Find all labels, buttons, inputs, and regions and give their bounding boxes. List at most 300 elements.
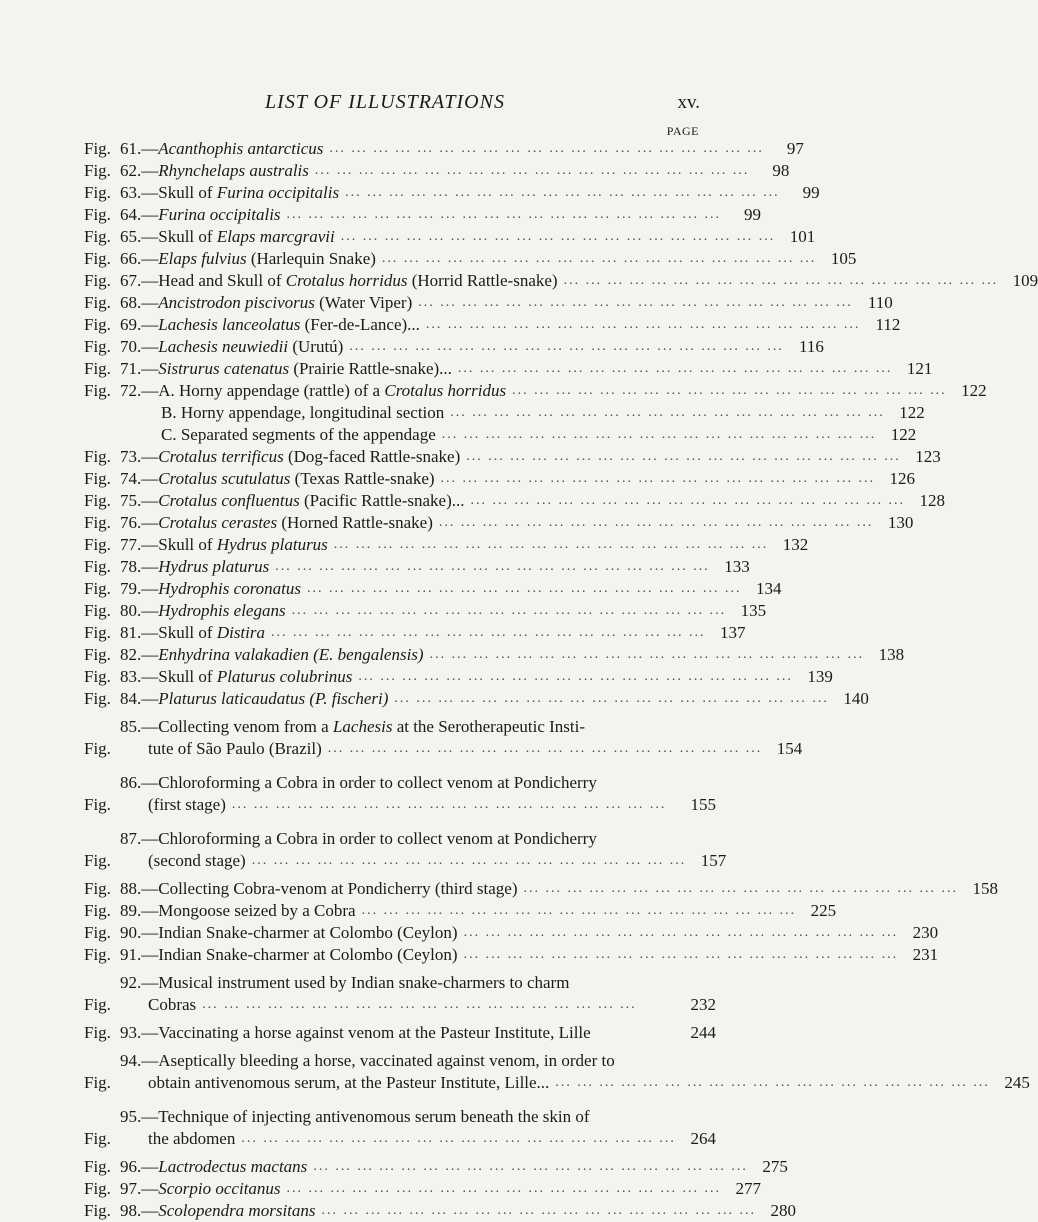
dot-leader [420,314,861,336]
entry-caption [120,666,793,688]
entry-caption [120,468,875,490]
caption-text: — [141,1157,159,1176]
caption-text: (Horned Rattle-snake) [277,513,433,532]
caption-text: (Urutú) [288,337,344,356]
page-number: 135 [740,601,767,620]
list-item [84,644,905,666]
entry-caption [120,490,905,512]
page-number: 245 [1004,1073,1030,1092]
caption-text: — [141,557,159,576]
fig-number: 96. [120,1157,142,1176]
page-number: 116 [798,337,824,356]
caption-text: (Harlequin Snake) [246,249,376,268]
page-number: 277 [735,1179,762,1198]
dot-leader [196,994,676,1016]
entry-caption [120,182,780,204]
species-name: Ancistrodon piscivorus [158,293,315,312]
fig-label: Fig. [84,667,111,686]
fig-number: 92. [120,973,142,992]
entry-caption [120,1050,990,1094]
entry-caption [120,270,998,292]
fig-number: 81. [120,623,142,642]
running-head: LIST OF ILLUSTRATIONS [265,91,505,113]
entry-caption [120,424,876,446]
species-name: Platurus colubrinus [216,667,353,686]
entry-caption [120,828,686,872]
list-item [84,468,916,490]
entry-caption [120,336,784,358]
list-item [84,138,804,160]
fig-label: Fig. [84,995,111,1014]
entry-caption [120,688,829,710]
species-name: Furina occipitalis [158,205,281,224]
page-folio: xv. [677,92,700,113]
list-item [84,1178,762,1200]
fig-label: Fig. [84,1023,111,1042]
list-item [84,358,933,380]
fig-number: 67. [120,271,142,290]
fig-number: 68. [120,293,142,312]
fig-number: 86. [120,773,142,792]
caption-continuation: the abdomen [148,1129,236,1148]
species-name: Crotalus scutulatus [158,469,291,488]
fig-number: 98. [120,1201,142,1220]
species-name: Elaps fulvius [158,249,247,268]
caption-text: —Chloroforming a Cobra in order to collect venom at Pondicherry [141,773,597,792]
dot-leader [458,944,899,966]
caption-text: —Vaccinating a horse against venom at the Pasteur Institute, Lille [141,1023,591,1042]
entry-caption [120,972,676,1016]
page-number: 101 [789,227,816,246]
list-item [84,1022,716,1044]
species-name: Elaps marcgravii [216,227,335,246]
dot-leader [269,556,710,578]
fig-number: 72. [120,381,142,400]
entry-caption [120,922,898,944]
fig-label: Fig. [84,271,111,290]
fig-label: Fig. [84,205,111,224]
dot-leader [265,622,706,644]
entry-caption [120,622,706,644]
species-name: Crotalus confluentus [158,491,300,510]
fig-number: 63. [120,183,142,202]
fig-label: Fig. [84,337,111,356]
caption-text: — [141,513,159,532]
list-item [84,314,901,336]
caption-text: — [141,447,159,466]
dot-leader [506,380,947,402]
dot-leader [452,358,893,380]
list-item [84,226,816,248]
fig-number: 69. [120,315,142,334]
species-name: Hydrophis coronatus [158,579,302,598]
caption-continuation: obtain antivenomous serum, at the Pasteur Institute, Lille... [148,1073,550,1092]
caption-text: (Horrid Rattle-snake) [407,271,558,290]
fig-label: Fig. [84,795,111,814]
list-item [84,922,939,944]
caption-text: —A. Horny appendage (rattle) of a [141,381,385,400]
species-name: Scorpio occitanus [158,1179,281,1198]
fig-number: 70. [120,337,142,356]
species-name: Rhynchelaps australis [158,161,309,180]
caption-text: —Indian Snake-charmer at Colombo (Ceylon) [141,923,458,942]
fig-number: 62. [120,161,142,180]
page-number: 155 [690,795,716,814]
entry-caption [120,556,710,578]
page-number: 137 [720,623,746,642]
fig-number: 95. [120,1107,142,1126]
fig-label: Fig. [84,315,111,334]
dot-leader [307,1156,748,1178]
species-name: Crotalus horridus [384,381,507,400]
list-item [84,1200,796,1222]
dot-leader [246,850,687,872]
entry-caption [120,380,947,402]
dot-leader [549,1072,990,1094]
page-number: 230 [912,923,939,942]
dot-leader [316,1200,757,1222]
caption-continuation: Cobras [148,995,197,1014]
fig-number: 71. [120,359,142,378]
species-name: Distira [216,623,265,642]
page-number: 140 [843,689,869,708]
page-number: 244 [690,1023,716,1042]
species-name: Lachesis [332,717,393,736]
caption-text: —Skull of [141,535,217,554]
page-number: 123 [915,447,941,466]
entry-caption [120,292,853,314]
page-number: 132 [782,535,809,554]
fig-label: Fig. [84,579,111,598]
fig-label: Fig. [84,381,111,400]
entry-caption [120,512,873,534]
caption-text: (Water Viper) [314,293,413,312]
fig-label: Fig. [84,557,111,576]
entry-caption [120,1156,748,1178]
fig-number: 79. [120,579,142,598]
caption-text: —Skull of [141,667,217,686]
fig-number: 74. [120,469,142,488]
caption-text: (Fer-de-Lance)... [300,315,420,334]
fig-label: Fig. [84,923,111,942]
dot-leader [335,226,776,248]
page-number: 231 [912,945,939,964]
page-number: 157 [700,851,727,870]
entry-caption [120,578,742,600]
page-number: 121 [906,359,933,378]
fig-label: Fig. [84,1201,111,1220]
caption-text: (Pacific Rattle-snake)... [299,491,465,510]
entry-caption [120,644,864,666]
caption-text: B. Horny appendage, longitudinal section [161,403,445,422]
caption-text: — [141,469,159,488]
species-name: Sistrurus catenatus [158,359,290,378]
list-item [84,666,833,688]
caption-text: — [141,315,159,334]
dot-leader [558,270,999,292]
page-number: 99 [802,183,820,202]
caption-text: — [141,689,159,708]
fig-label: Fig. [84,1073,111,1092]
dot-leader [226,794,676,816]
caption-text: —Technique of injecting antivenomous serum beneath the skin of [141,1107,590,1126]
species-name: Crotalus horridus [285,271,408,290]
list-item [84,1156,788,1178]
fig-label: Fig. [84,491,111,510]
fig-number: 83. [120,667,142,686]
dot-leader [412,292,853,314]
list-item [84,688,869,710]
entry-caption [120,716,762,760]
list-item [84,1106,716,1150]
species-name: Lachesis neuwiedii [158,337,289,356]
dot-leader [458,922,899,944]
entry-caption [120,1022,676,1044]
fig-label: Fig. [84,139,111,158]
dot-leader [376,248,817,270]
fig-number: 66. [120,249,142,268]
fig-number: 77. [120,535,142,554]
dot-leader [339,182,780,204]
list-item [84,622,746,644]
page-number: 128 [919,491,946,510]
caption-text: — [141,249,159,268]
fig-label: Fig. [84,227,111,246]
fig-number: 89. [120,901,142,920]
list-item [84,716,803,760]
page-number: 133 [724,557,750,576]
caption-text: — [141,491,159,510]
caption-text: —Chloroforming a Cobra in order to collect venom at Pondicherry [141,829,597,848]
dot-leader [235,1128,676,1150]
species-name: Hydrophis elegans [158,601,286,620]
entry-caption [120,600,726,622]
fig-number: 87. [120,829,142,848]
fig-number: 97. [120,1179,142,1198]
dot-leader [322,738,763,760]
species-name: Hydrus platurus [216,535,328,554]
list-item [84,772,716,816]
page-number: 97 [786,139,804,158]
fig-label: Fig. [84,1129,111,1148]
list-item [84,578,782,600]
list-item [84,402,925,424]
dot-leader [518,878,959,900]
fig-label: Fig. [84,447,111,466]
dot-leader [286,600,727,622]
caption-text: — [141,293,159,312]
fig-label: Fig. [84,945,111,964]
entry-caption [120,204,721,226]
page-number: 122 [899,403,925,422]
species-name: Furina occipitalis [216,183,340,202]
fig-number: 80. [120,601,142,620]
list-item [84,878,999,900]
page-number: 99 [744,205,762,224]
list-item [84,336,824,358]
fig-number: 78. [120,557,142,576]
page-number: 158 [972,879,999,898]
fig-number: 94. [120,1051,142,1070]
dot-leader [281,1178,722,1200]
fig-number: 61. [120,139,142,158]
species-name: Scolopendra morsitans [158,1201,316,1220]
page-number: 126 [889,469,916,488]
list-item [84,248,857,270]
page-number: 112 [875,315,901,334]
fig-label: Fig. [84,851,111,870]
caption-text: at the Serotherapeutic Insti- [392,717,586,736]
page-number: 122 [890,425,917,444]
species-name: Hydrus platurus [158,557,270,576]
caption-text: (Dog-faced Rattle-snake) [283,447,461,466]
species-name: Crotalus cerastes [158,513,278,532]
entry-caption [120,314,860,336]
species-name: Enhydrina valakadien (E. bengalensis) [158,645,424,664]
list-item [84,534,809,556]
page-number: 139 [807,667,833,686]
fig-number: 75. [120,491,142,510]
fig-label: Fig. [84,469,111,488]
page-number: 225 [810,901,837,920]
fig-number: 90. [120,923,142,942]
fig-label: Fig. [84,293,111,312]
caption-text: — [141,601,159,620]
list-item [84,446,941,468]
dot-leader [328,534,769,556]
caption-text: — [141,359,159,378]
entry-caption [120,944,898,966]
species-name: Crotalus terrificus [158,447,284,466]
dot-leader [343,336,784,358]
fig-label: Fig. [84,513,111,532]
list-item [84,828,727,872]
list-item [84,292,893,314]
dot-leader [323,138,764,160]
dot-leader [465,490,906,512]
entry-caption [120,772,676,816]
fig-number: 93. [120,1023,142,1042]
page-number: 130 [887,513,914,532]
caption-text: — [141,1179,159,1198]
caption-text: —Musical instrument used by Indian snake-charmers to charm [141,973,570,992]
list-item [84,182,820,204]
entry-caption [120,878,958,900]
fig-number: 73. [120,447,142,466]
fig-label: Fig. [84,901,111,920]
page-number: 109 [1012,271,1038,290]
entry-caption [120,534,768,556]
caption-text: (Texas Rattle-snake) [290,469,435,488]
fig-label: Fig. [84,645,111,664]
dot-leader [424,644,865,666]
caption-text: — [141,1201,159,1220]
entry-caption [120,446,901,468]
fig-label: Fig. [84,161,111,180]
caption-text: — [141,337,159,356]
entry-caption [120,358,892,380]
page-number: 280 [770,1201,796,1220]
list-item [84,512,914,534]
page-number: 275 [762,1157,788,1176]
dot-leader [433,512,874,534]
fig-label: Fig. [84,601,111,620]
dot-leader [460,446,901,468]
caption-continuation: tute of São Paulo (Brazil) [148,739,322,758]
caption-text: —Skull of [141,183,217,202]
entry-caption [120,1106,676,1150]
list-item [84,556,750,578]
fig-number: 91. [120,945,142,964]
caption-text: (Prairie Rattle-snake)... [289,359,452,378]
list-item [84,270,1038,292]
caption-text: —Collecting Cobra-venom at Pondicherry (third stage) [141,879,518,898]
entry-caption [120,160,749,182]
entry-caption [120,248,816,270]
dot-leader [281,204,722,226]
caption-text: —Mongoose seized by a Cobra [141,901,356,920]
page-number: 98 [772,161,790,180]
list-item [84,1050,1030,1094]
fig-label: Fig. [84,1179,111,1198]
fig-number: 65. [120,227,142,246]
caption-continuation: (second stage) [148,851,246,870]
fig-label: Fig. [84,879,111,898]
list-item [84,490,946,512]
page-number: 138 [878,645,905,664]
fig-label: Fig. [84,535,111,554]
caption-text: —Indian Snake-charmer at Colombo (Ceylon) [141,945,458,964]
dot-leader [301,578,742,600]
fig-label: Fig. [84,359,111,378]
page-number: 232 [690,995,716,1014]
fig-label: Fig. [84,249,111,268]
list-item [84,160,790,182]
page-number: 110 [867,293,893,312]
list-item [84,972,716,1016]
fig-number: 64. [120,205,142,224]
entry-caption [120,402,885,424]
caption-text: —Head and Skull of [141,271,286,290]
caption-text: — [141,579,159,598]
entry-caption [120,1178,721,1200]
dot-leader [352,666,793,688]
illustration-list [84,138,1038,1222]
page-number: 134 [756,579,782,598]
species-name: Platurus laticaudatus (P. fischeri) [158,689,389,708]
dot-leader [356,900,797,922]
page-number: 154 [776,739,803,758]
caption-text: C. Separated segments of the appendage [161,425,436,444]
page-number: 122 [961,381,987,400]
caption-text: — [141,645,159,664]
page-number: 105 [830,249,857,268]
list-item [84,944,939,966]
dot-leader [436,424,877,446]
list-item [84,380,987,402]
entry-caption [120,1200,756,1222]
fig-label: Fig. [84,183,111,202]
caption-text: —Aseptically bleeding a horse, vaccinated against venom, in order to [141,1051,615,1070]
fig-number: 84. [120,689,142,708]
list-item [84,600,767,622]
entry-caption [120,226,775,248]
caption-text: —Collecting venom from a [141,717,333,736]
fig-label: Fig. [84,739,111,758]
dot-leader [444,402,885,424]
fig-number: 76. [120,513,142,532]
fig-number: 85. [120,717,142,736]
